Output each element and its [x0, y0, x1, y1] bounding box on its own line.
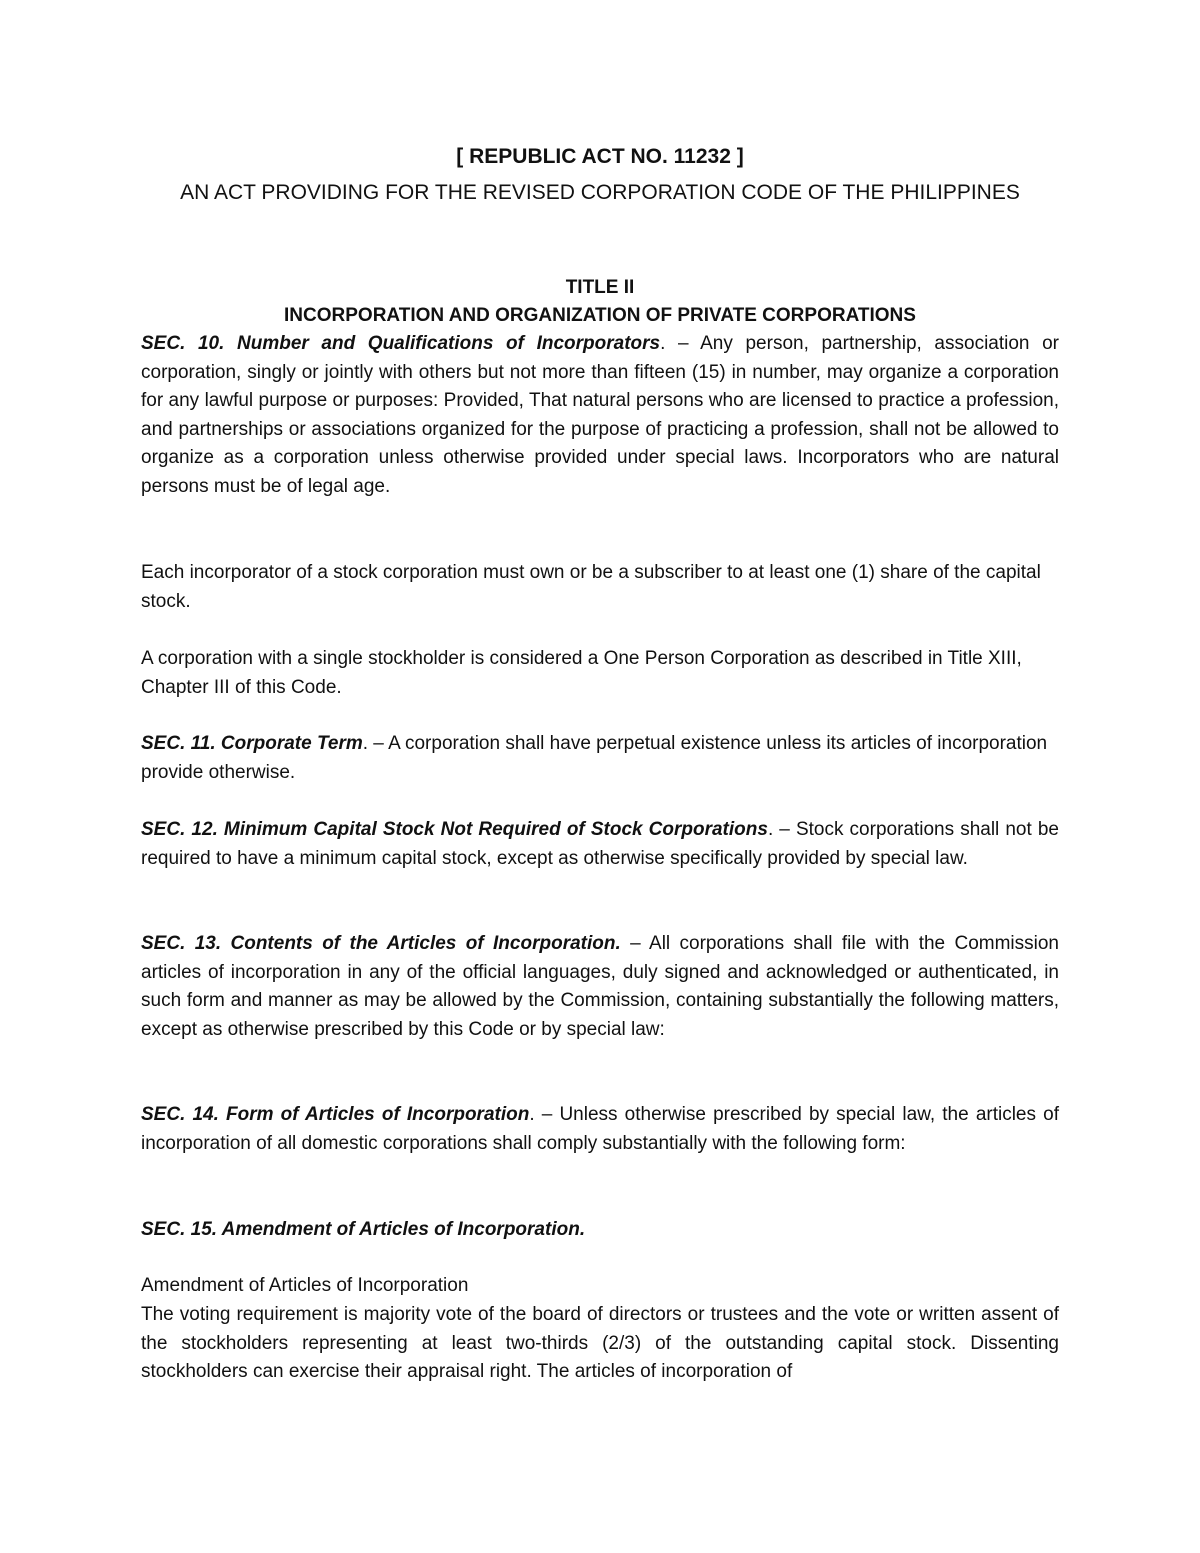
section-11-body: . – A corporation shall have perpetual existence unless its articles of incorporation provide otherwise.	[141, 733, 1048, 783]
section-10	[141, 330, 1059, 502]
section-12-heading: SEC. 12. Minimum Capital Stock Not Required of Stock Corporations	[141, 819, 768, 840]
section-14-heading: SEC. 14. Form of Articles of Incorporation	[141, 1104, 530, 1125]
section-12	[141, 816, 1059, 873]
section-15-heading	[141, 1216, 1059, 1245]
section-11-heading: SEC. 11. Corporate Term	[141, 733, 363, 754]
section-15-subheading: Amendment of Articles of Incorporation	[141, 1275, 469, 1296]
title-number: TITLE II	[565, 277, 635, 298]
section-13-body: – All corporations shall file with the Commission articles of incorporation in any of the official languages, duly signed and acknowledged or authenticated, in such form and manner as may be allowed by the Commission, containing substantially the following matters, except as otherwise prescribed by this Code or by special law:	[141, 933, 1059, 1040]
section-15-heading-text: SEC. 15. Amendment of Articles of Incorporation.	[141, 1219, 586, 1240]
act-subtitle: AN ACT PROVIDING FOR THE REVISED CORPORATION CODE OF THE PHILIPPINES	[180, 181, 1020, 204]
title-name: INCORPORATION AND ORGANIZATION OF PRIVATE CORPORATIONS	[284, 305, 916, 326]
section-12-body: . – Stock corporations shall not be required to have a minimum capital stock, except as otherwise specifically provided by special law.	[141, 819, 1059, 869]
section-13	[141, 930, 1059, 1044]
section-11	[141, 730, 1059, 787]
section-10-dot: .	[660, 333, 666, 354]
section-10-paragraph-3: A corporation with a single stockholder is considered a One Person Corporation as described in Title XIII, Chapter III of this Code.	[141, 648, 1022, 698]
section-15-body: The voting requirement is majority vote of the board of directors or trustees and the vote or written assent of the stockholders representing at least two-thirds (2/3) of the outstanding capital stock. Dissenting stockholders can exercise their appraisal right. The articles of incorporation of	[141, 1304, 1059, 1383]
section-14-body: . – Unless otherwise prescribed by special law, the articles of incorporation of all domestic corporations shall comply substantially with the following form:	[141, 1104, 1059, 1154]
section-10-paragraph-2: Each incorporator of a stock corporation must own or be a subscriber to at least one (1) share of the capital stock.	[141, 562, 1041, 612]
act-title: [ REPUBLIC ACT NO. 11232 ]	[456, 145, 744, 168]
section-10-heading: SEC. 10. Number and Qualifications of Incorporators	[141, 333, 661, 354]
section-14	[141, 1101, 1059, 1158]
section-10-body: – Any person, partnership, association or corporation, singly or jointly with others but not more than fifteen (15) in number, may organize a corporation for any lawful purpose or purposes: Provided, That natural persons who are licensed to practice a profession, and partnerships or associations organized for the purpose of practicing a profession, shall not be allowed to organize as a corporation unless otherwise provided under special laws. Incorporators who are natural persons must be of legal age.	[141, 333, 1059, 497]
section-13-heading: SEC. 13. Contents of the Articles of Incorporation.	[141, 933, 621, 954]
